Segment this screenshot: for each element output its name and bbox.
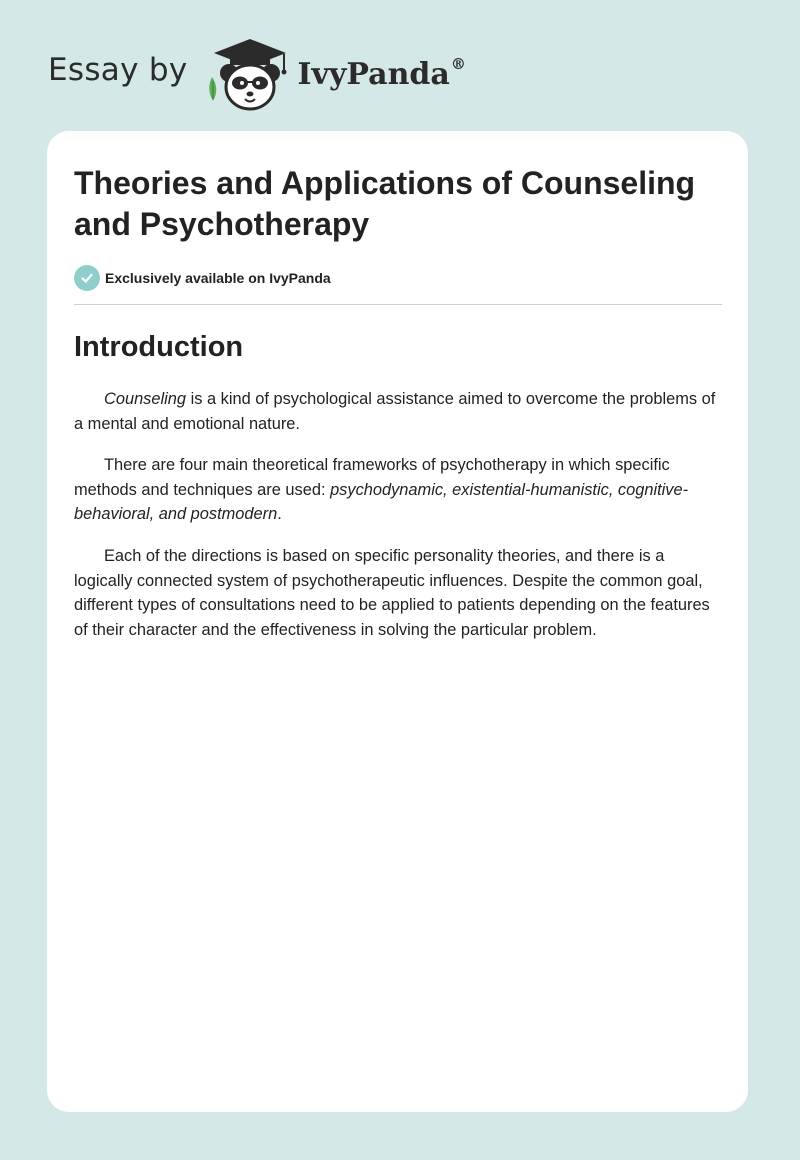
exclusive-badge-text: Exclusively available on IvyPanda [105, 270, 331, 286]
exclusive-badge [74, 265, 722, 291]
section-title-introduction: Introduction [74, 331, 244, 363]
paragraph-1-term: Counseling [104, 390, 187, 408]
paragraph-3: Each of the directions is based on specific personality theories, and there is a logically connected system of psychotherapeutic influences. Despite the common goal, different types of consultations need to be applied to patients depending on the features of their character and the effectiveness in solving the particular problem. [74, 546, 710, 639]
paragraph-2-frameworks: psychodynamic, existential-humanistic, cognitive-behavioral, and postmodern [74, 480, 689, 524]
essay-title: Theories and Applications of Counseling and Psychotherapy [74, 165, 696, 242]
site-header [48, 34, 466, 114]
registered-mark: ® [450, 54, 466, 73]
essay-card [47, 131, 748, 1112]
paragraph-1-text: is a kind of psychological assistance aimed to overcome the problems of a mental and emotional nature. [74, 390, 716, 433]
essay-by-label: Essay by [48, 52, 188, 88]
brand-name[interactable]: IvyPanda® [297, 54, 466, 92]
check-circle-icon [74, 265, 100, 291]
paragraph-2 [74, 453, 724, 527]
title-divider [74, 304, 722, 305]
paragraph-1 [74, 387, 724, 436]
paragraph-2-lead: There are four main theoretical frameworks of psychotherapy in which specific methods and techniques are used: [74, 456, 670, 499]
paragraph-2-tail: . [277, 505, 282, 524]
panda-graduate-logo-icon [204, 37, 296, 113]
